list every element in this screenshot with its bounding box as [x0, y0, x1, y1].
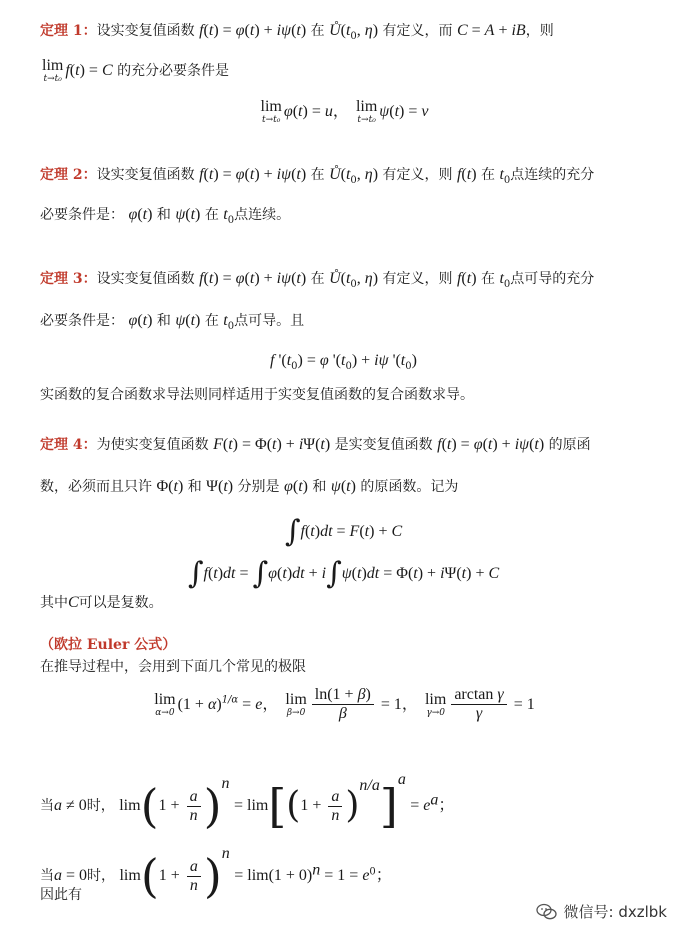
theorem-4-formula-1: ∫f(t)dt = F(t) + C	[284, 514, 403, 549]
theorem-3-line-2: 必要条件是： φ(t) 和 ψ(t) 在 $t_0$点可导。且	[40, 312, 305, 332]
wechat-icon	[536, 903, 558, 921]
euler-case-1: 当a ≠ 0时， lim(1 + $\frac{a}{n}$ )$^n$ = lim[(1 + $\frac{a}{n}$ )$^{n/a}]^a = e^a$；	[40, 771, 455, 833]
euler-heading: （欧拉 Euler 公式）	[40, 637, 177, 653]
euler-limits-formula: lim α→0 $(1 + \alpha)^{1/\alpha} = e$， lim β→0 $\frac{\ln(1 + \beta)}{\beta}$ = 1， lim γ→0 $\frac{\text{arctan γ}}{\gamma}$ = 1	[154, 686, 535, 722]
theorem-1-formula: lim t→t₀ φ(t) = u， lim t→t₀ ψ(t) = v	[260, 98, 429, 125]
theorem-2-line-2: 必要条件是： φ(t) 和 ψ(t) 在 $t_0$点连续。	[40, 206, 291, 226]
theorem-4-tail: 其中C可以是复数。	[40, 594, 163, 611]
euler-therefore: 因此有	[40, 887, 82, 903]
theorem-1-line-1: 定理 1：设实变复值函数 f(t) = φ(t) + iψ(t) 在 $Ů(t_0$, η) 有定义，而 C = A + iB，则	[40, 22, 554, 42]
theorem-4-formula-2: ∫f(t)dt = ∫φ(t)dt + i∫ψ(t)dt = Φ(t) + iΨ(t) + C	[187, 556, 500, 591]
theorem-1-label: 定理 1：	[40, 23, 97, 39]
theorem-4-line-1: 定理 4：为使实变复值函数 F(t) = Φ(t) + iΨ(t) 是实变复值函数 f(t) = φ(t) + iψ(t) 的原函	[40, 436, 591, 453]
theorem-3-line-1: 定理 3：设实变复值函数 f(t) = φ(t) + iψ(t) 在 $Ů(t_0$, η) 有定义，则 f(t) 在 $t_0$点可导的充分	[40, 270, 595, 290]
watermark	[536, 901, 667, 922]
euler-intro: 在推导过程中，会用到下面几个常见的极限	[40, 659, 306, 675]
euler-case-2: 当a = 0时， lim(1 + $\frac{a}{n}$ )$^n = \lim(1 + 0)^n = 1 = e^0$；	[40, 845, 392, 903]
theorem-4-label: 定理 4：	[40, 437, 97, 453]
theorem-3-formula: f '$(t_0) = \varphi$ '$(t_0) + i\psi$ '$(t_0)$	[270, 352, 417, 373]
theorem-3-note: 实函数的复合函数求导法则同样适用于实变复值函数的复合函数求导。	[40, 387, 474, 403]
theorem-2-line-1: 定理 2：设实变复值函数 f(t) = φ(t) + iψ(t) 在 $Ů(t_0$, η) 有定义，则 f(t) 在 $t_0$点连续的充分	[40, 166, 595, 186]
theorem-1-line-2: lim t→t₀ f(t) = C 的充分必要条件是	[42, 57, 230, 84]
theorem-3-label: 定理 3：	[40, 271, 97, 287]
theorem-4-line-2: 数，必须而且只许 Φ(t) 和 Ψ(t) 分别是 φ(t) 和 ψ(t) 的原函数。记为	[40, 478, 459, 495]
watermark-text: 微信号: dxzlbk	[563, 903, 667, 921]
theorem-2-label: 定理 2：	[40, 167, 97, 183]
